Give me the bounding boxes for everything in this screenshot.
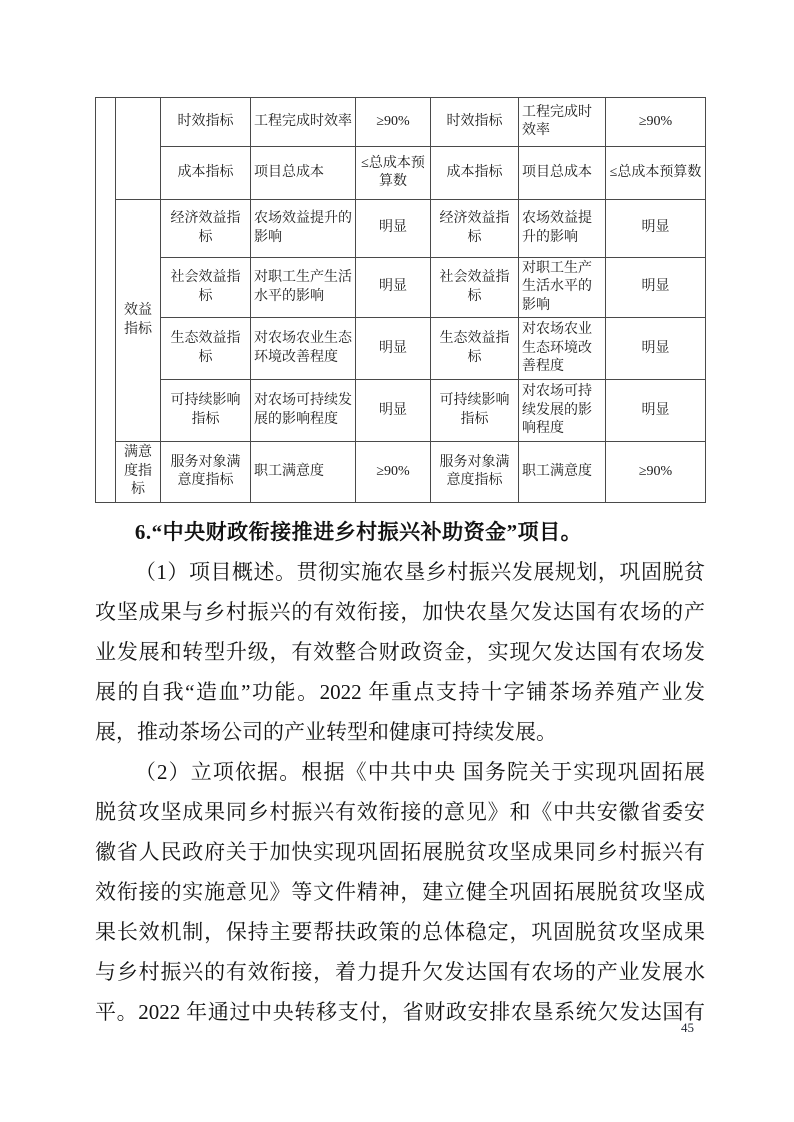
table-cell: 对农场农业生态环境改善程度 [251,318,356,380]
table-cell: 可持续影响指标 [161,380,251,442]
table-cell: 明显 [356,318,431,380]
table-row [96,442,706,502]
performance-indicator-table [95,97,706,503]
table-cell: 工程完成时效率 [251,98,356,147]
table-cell: 明显 [606,380,706,442]
table-row [96,318,706,380]
page-content [95,97,705,1032]
paragraph-line: （2）立项依据。根据《中共中央 国务院关于实现巩固拓展 [134,759,705,784]
table-cell: 明显 [606,258,706,318]
table-cell: ≥90% [606,442,706,502]
table-cell: 对职工生产生活水平的影响 [251,258,356,318]
table-cell: 社会效益指标 [161,258,251,318]
table-cell: 成本指标 [161,147,251,200]
table-cell: 对职工生产生活水平的影响 [519,258,606,318]
table-cell: 农场效益提升的影响 [251,200,356,258]
table-cell: 经济效益指标 [431,200,519,258]
table-row [96,258,706,318]
paragraph-line: 攻坚成果与乡村振兴的有效衔接，加快农垦欠发达国有农场的产 [95,599,705,624]
paragraph-line: 展的自我“造血”功能。2022 年重点支持十字铺茶场养殖产业发 [95,679,705,704]
table-row [96,98,706,147]
table-cell: 生态效益指标 [431,318,519,380]
paragraph-line: 果长效机制，保持主要帮扶政策的总体稳定，巩固脱贫攻坚成果 [95,919,705,944]
table-cell: 时效指标 [431,98,519,147]
table-cell: ≥90% [356,442,431,502]
paragraph-line: 与乡村振兴的有效衔接，着力提升欠发达国有农场的产业发展水 [95,959,705,984]
table-cell: 明显 [606,318,706,380]
table-cell-group-continued [116,98,161,200]
table-cell: 成本指标 [431,147,519,200]
paragraph-line: （1）项目概述。贯彻实施农垦乡村振兴发展规划，巩固脱贫 [134,559,705,584]
paragraph-project-overview [95,552,705,752]
table-row [96,380,706,442]
table-cell: 明显 [356,200,431,258]
paragraph-line: 平。2022 年通过中央转移支付，省财政安排农垦系统欠发达国有 [95,999,705,1024]
table-cell-group-benefit: 效益指标 [116,200,161,442]
table-cell: 经济效益指标 [161,200,251,258]
paragraph-line: 业发展和转型升级，有效整合财政资金，实现欠发达国有农场发 [95,639,705,664]
table-cell: 对农场可持续发展的影响程度 [519,380,606,442]
table-cell: 时效指标 [161,98,251,147]
table-cell: 对农场可持续发展的影响程度 [251,380,356,442]
table-cell-group-satisfaction: 满意度指标 [116,442,161,502]
table-cell: 农场效益提升的影响 [519,200,606,258]
table-cell: 职工满意度 [251,442,356,502]
table-cell: 可持续影响指标 [431,380,519,442]
table-cell: 项目总成本 [251,147,356,200]
table-row [96,200,706,258]
table-cell: ≤总成本预算数 [356,147,431,200]
body-text [95,512,705,1032]
table-cell: 明显 [606,200,706,258]
paragraph-project-basis [95,752,705,1032]
table-cell: 社会效益指标 [431,258,519,318]
table-cell: 生态效益指标 [161,318,251,380]
table-cell: ≤总成本预算数 [606,147,706,200]
paragraph-line: 效衔接的实施意见》等文件精神，建立健全巩固拓展脱贫攻坚成 [95,879,705,904]
table-cell-left-spacer [96,98,116,503]
table-row [96,147,706,200]
table-cell: 服务对象满意度指标 [431,442,519,502]
table-cell: 项目总成本 [519,147,606,200]
table-cell: 工程完成时效率 [519,98,606,147]
table-cell: 服务对象满意度指标 [161,442,251,502]
paragraph-line: 脱贫攻坚成果同乡村振兴有效衔接的意见》和《中共安徽省委安 [95,799,705,824]
table-cell: 明显 [356,380,431,442]
table-cell: ≥90% [356,98,431,147]
table-cell: 职工满意度 [519,442,606,502]
table-cell: 明显 [356,258,431,318]
table-cell: 对农场农业生态环境改善程度 [519,318,606,380]
paragraph-line: 展，推动茶场公司的产业转型和健康可持续发展。 [95,719,557,744]
table-cell: ≥90% [606,98,706,147]
paragraph-line: 徽省人民政府关于加快实现巩固拓展脱贫攻坚成果同乡村振兴有 [95,839,705,864]
page-number: 45 [681,1020,694,1035]
section-heading: 6.“中央财政衔接推进乡村振兴补助资金”项目。 [134,519,583,544]
